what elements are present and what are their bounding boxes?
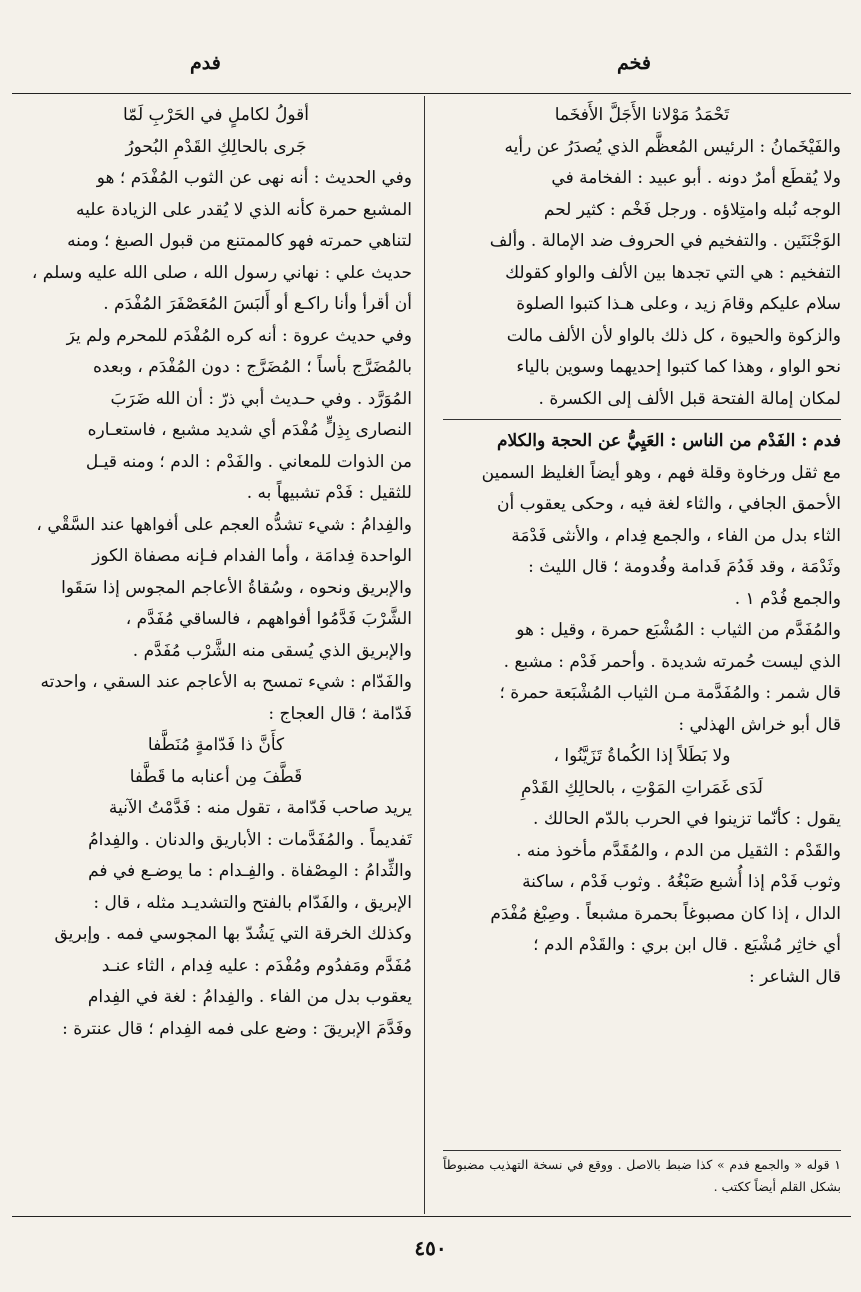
verse-line: ولا بَطَلاً إذا الكُماةُ تَزَيَّنُوا ، <box>553 746 731 766</box>
text-line: قال شمر : والمُفَدَّمة مـن الثياب المُشْبَعة حمرة ؛ <box>499 683 841 703</box>
text-line: المشبع حمرة كأنه الذي لا يُقدر على الزيادة عليه <box>76 199 412 220</box>
text-line: بالمُضَرَّج بأساً ؛ المُضَرَّج : دون المُفْدَم ، وبعده <box>92 357 412 377</box>
page-number: ٤٥٠ <box>414 1236 447 1260</box>
text-line: قال أبو خراش الهذلي : <box>678 714 841 735</box>
text-line: للثقيل : فَدْم تشبيهاً به . <box>246 483 412 503</box>
text-line: الأحمق الجافي ، والثاء لغة فيه ، وحكى يعقوب أن <box>497 494 841 514</box>
text-line: والإبريق الذي يُسقى منه الشَّرْب مُفَدَّم . <box>132 640 412 661</box>
entry-headword-line: فدم : الفَدْم من الناس : العَيِيُّ عن الحجة والكلام <box>497 431 841 451</box>
text-line: وفي الحديث : أنه نهى عن الثوب المُفْدَم ؛ هو <box>96 168 412 188</box>
right-column <box>443 100 841 993</box>
text-line: أن أقرأ وأنا راكـع أو أَلبَسَ المُعَصْفَرَ المُفْدَم . <box>103 294 412 314</box>
text-line: مع ثقل ورخاوة وقلة فهم ، وهو أيضاً الغليظ السمين <box>481 462 841 483</box>
text-line: يريد صاحب فَدّامة ، تقول منه : فَدَّمْتُ الآنية <box>108 798 412 818</box>
text-line: والمُفَدَّم من الثياب : المُشْبَع حمرة ، وقيل : هو <box>516 620 841 640</box>
text-line: والزكوة والحيوة ، كل ذلك بالواو لأن الألف مالت <box>506 325 841 346</box>
bottom-rule <box>12 1216 851 1217</box>
top-rule <box>12 93 851 94</box>
text-line: من الذوات للمعاني . والفَدْم : الدم ؛ ومنه قيـل <box>85 451 412 472</box>
text-line: الذي ليست حُمرته شديدة . وأحمر فَدْم : مشبع . <box>503 651 841 672</box>
text-line: ولا يُقطَع أمرٌ دونه . أبو عبيد : الفخامة في <box>551 168 841 188</box>
text-line: يعقوب بدل من الفاء . والفِدامُ : لغة في الفِدام <box>87 987 412 1007</box>
text-line: والفَدّام : شيء تمسح به الأعاجم عند السقي ، واحدته <box>40 672 412 692</box>
text-line: نحو الواو ، وهذا كما كتبوا إحديهما وسوين بالياء <box>516 357 841 377</box>
header-left-word: فدم <box>190 52 221 74</box>
text-line: وثوب فَدْم إذا أُشبع صَبْغُهُ . وثوب فَدْم ، ساكنة <box>522 872 841 892</box>
text-line: فَدّامة ؛ قال العجاج : <box>268 703 412 724</box>
text-line: مُفَدَّم ومَفدُوم ومُفْدَم : عليه فِدام ، الثاء عنـد <box>101 955 412 976</box>
text-line: وفَدَّمَ الإبريقَ : وضع على فمه الفِدام ؛ قال عنترة : <box>62 1018 412 1039</box>
footnote-rule <box>443 1150 841 1151</box>
text-line: والفَيْخَمانُ : الرئيس المُعظَّم الذي يُصدَرُ عن رأيه <box>504 136 841 157</box>
text-line: الدال ، إذا كان مصبوغاً بحمرة مشبعاً . وصِبْغ مُفْدَم <box>490 903 841 924</box>
text-line: حديث علي : نهاني رسول الله ، صلى الله عليه وسلم ، <box>31 262 412 283</box>
verse-line: جَرى بالحالِكِ القَدْمِ البُحورُ <box>125 136 307 157</box>
text-line: سلام عليكم وقامَ زيد ، وعلى هـذا كتبوا الصلوة <box>516 294 841 314</box>
text-line: الثاء بدل من الفاء ، والجمع فِدام ، والأنثى فَدْمَة <box>511 525 841 546</box>
verse-line: لَدَى غَمَراتِ المَوْتِ ، بالحالِكِ القَدْمِ <box>521 777 763 798</box>
verse-line: قَطَّفَ مِن أعنابه ما قَطَّفا <box>129 766 303 787</box>
verse-line: كأَنَّ ذا فَدّامةٍ مُنَطَّفا <box>147 735 285 755</box>
left-column <box>20 100 412 1045</box>
text-line: لتناهي حمرته فهو كالممتنع من قبول الصبغ ؛ ومنه <box>67 231 412 251</box>
text-line: والإبريق ونحوه ، وسُقاةُ الأعاجم المجوس إذا سَقَوا <box>61 577 412 598</box>
text-line: النصارى بِذِلٍّ مُفْدَم أي شديد مشبع ، فاستعـاره <box>87 420 412 440</box>
text-line: وثَدْمَة ، وقد فَدُمَ فَدامة وفُدومة ؛ قال الليث : <box>528 557 841 577</box>
footnote: ١ قوله « والجمع فدم » كذا ضبط بالاصل . ووقع في نسخة التهذيب مضبوطاً بشكل القلم أيضاً ككتب . <box>443 1157 841 1194</box>
text-line: الواحدة فِدامَة ، وأما الفدام فـإنه مصفاة الكوز <box>92 546 412 566</box>
text-line: أي خاثِر مُشْبَع . قال ابن بري : والقَدْم الدم ؛ <box>533 935 841 955</box>
text-line: وكذلك الخرقة التي يَشُدّ بها المجوسي فمه . وإبريق <box>54 924 412 944</box>
text-line: لمكان إمالة الفتحة قبل الألف إلى الكسرة . <box>538 388 841 409</box>
text-line: قال الشاعر : <box>749 966 841 987</box>
text-line: الشَّرْبَ فَدَّمُوا أفواههم ، فالساقي مُفَدَّم ، <box>125 609 412 629</box>
text-line: يقول : كأنّما تزينوا في الحرب بالدّم الحالك . <box>533 809 841 829</box>
text-line: والفِدامُ : شيء تشدُّه العجم على أفواهها عند السَّقْي ، <box>36 514 412 535</box>
entry-separator <box>443 419 841 420</box>
text-line: المُوَرَّد . وفي حـديث أبي ذرّ : أن الله ضَرَبَ <box>110 388 412 409</box>
text-line: والجمع فُدْم ١ . <box>734 588 841 609</box>
column-divider <box>424 96 425 1214</box>
text-line: تَفديماً . والمُفَدَّمات : الأباريق والدنان . والفِدامُ <box>88 829 412 850</box>
verse-line: تَحْمَدُ مَوْلانا الأَجَلَّ الأَفخَما <box>554 105 730 125</box>
text-line: وفي حديث عروة : أنه كره المُفْدَم للمحرم ولم يرَ <box>66 325 412 346</box>
text-line: الإبريق ، والفَدّام بالفتح والتشديـد مثله ، قال : <box>93 892 412 913</box>
text-line: التفخيم : هي التي تجدها بين الألف والواو كقولك <box>505 262 841 283</box>
verse-line: أقولُ لكاملٍ في الحَرْبِ لَمّا <box>122 105 310 125</box>
text-line: الوَجْنَتَين . والتفخيم في الحروف ضد الإمالة . وألف <box>489 231 841 251</box>
header-right-word: فخم <box>617 52 651 74</box>
text-line: والقَدْم : الثقيل من الدم ، والمُقَدَّم مأخوذ منه . <box>516 840 841 861</box>
text-line: الوجه نُبله وامتِلاؤه . ورجل فَخْم : كثير لحم <box>543 199 841 220</box>
text-line: والثِّدامُ : المِصْفاة . والفِـدام : ما يوضـع في فم <box>88 861 412 881</box>
